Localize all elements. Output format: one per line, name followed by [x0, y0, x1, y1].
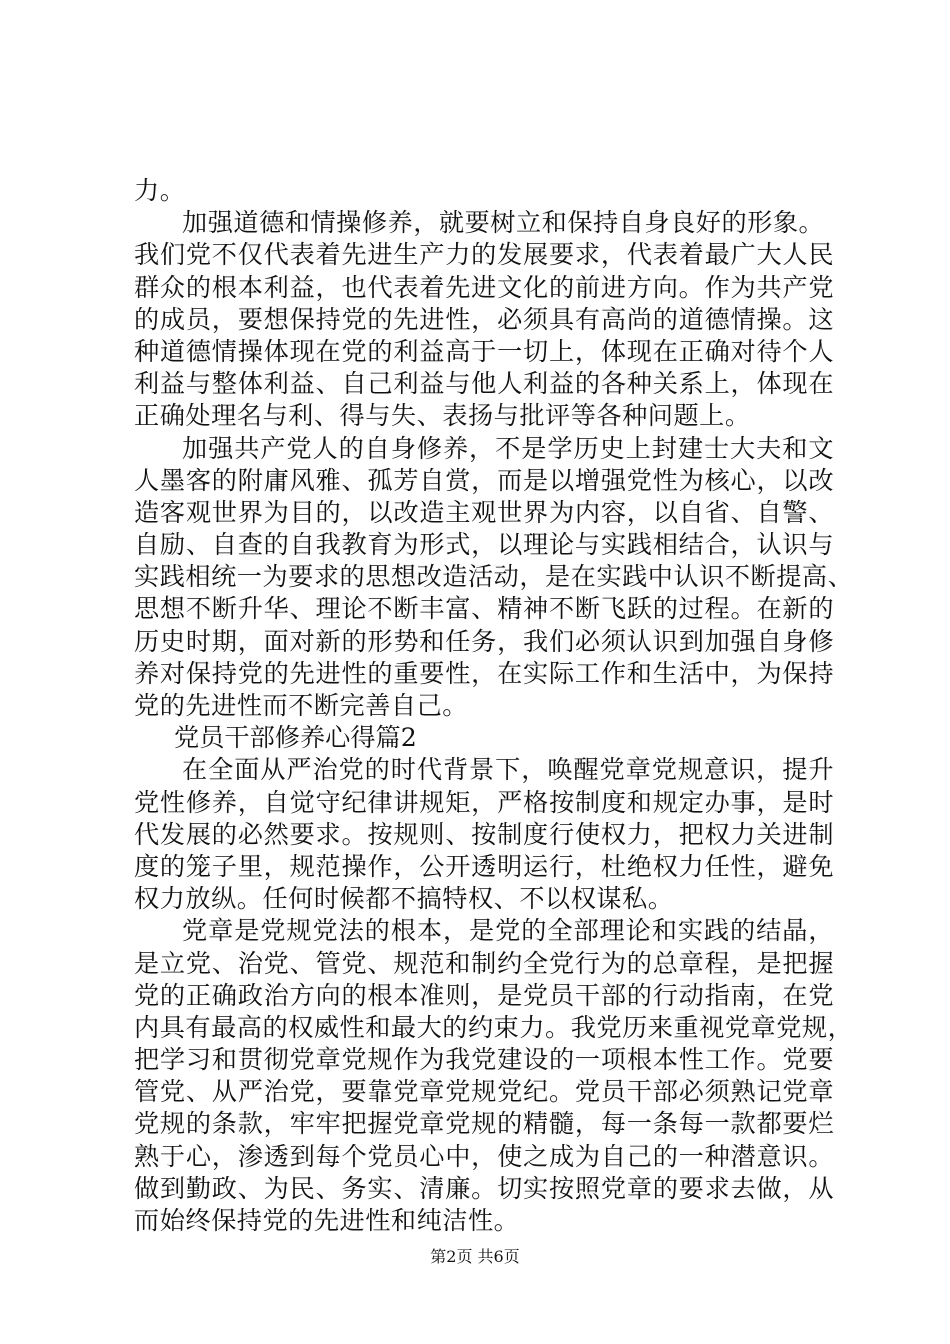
- section-heading: 党员干部修养心得篇2: [174, 723, 417, 753]
- text-line: 党章是党规党法的根本，是党的全部理论和实践的结晶，: [182, 916, 834, 946]
- text-line: 实践相统一为要求的思想改造活动，是在实践中认识不断提高、: [134, 562, 854, 592]
- text-line: 党性修养，自觉守纪律讲规矩，严格按制度和规定办事，是时: [134, 787, 834, 817]
- text-line: 权力放纵。任何时候都不搞特权、不以权谋私。: [134, 884, 674, 914]
- text-line: 内具有最高的权威性和最大的约束力。我党历来重视党章党规，: [134, 1012, 854, 1042]
- paragraph-0: [134, 175, 834, 207]
- text-line: 的成员，要想保持党的先进性，必须具有高尚的道德情操。这: [134, 304, 834, 334]
- text-line: 党的正确政治方向的根本准则，是党员干部的行动指南，在党: [134, 980, 834, 1010]
- text-line: 力。: [134, 176, 186, 205]
- paragraph-2: [134, 433, 854, 723]
- document-body: [134, 175, 854, 1237]
- text-line: 利益与整体利益、自己利益与他人利益的各种关系上，体现在: [134, 369, 834, 399]
- text-line: 加强道德和情操修养，就要树立和保持自身良好的形象。: [182, 208, 825, 238]
- text-line: 把学习和贯彻党章党规作为我党建设的一项根本性工作。党要: [134, 1045, 834, 1075]
- text-line: 度的笼子里，规范操作，公开透明运行，杜绝权力任性，避免: [134, 851, 834, 881]
- text-line: 正确处理名与利、得与失、表扬与批评等各种问题上。: [134, 401, 751, 431]
- text-line: 在全面从严治党的时代背景下，唤醒党章党规意识，提升: [182, 755, 834, 785]
- paragraph-1: [134, 207, 834, 432]
- text-line: 思想不断升华、理论不断丰富、精神不断飞跃的过程。在新的: [134, 594, 834, 624]
- text-line: 造客观世界为目的，以改造主观世界为内容，以自省、自警、: [134, 497, 834, 527]
- text-line: 党规的条款，牢牢把握党章党规的精髓，每一条每一款都要烂: [134, 1109, 834, 1139]
- page-number: 第2页 共6页: [430, 1247, 520, 1266]
- text-line: 自励、自查的自我教育为形式，以理论与实践相结合，认识与: [134, 530, 834, 560]
- text-line: 群众的根本利益，也代表着先进文化的前进方向。作为共产党: [134, 272, 834, 302]
- text-line: 代发展的必然要求。按规则、按制度行使权力，把权力关进制: [134, 819, 834, 849]
- text-line: 人墨客的附庸风雅、孤芳自赏，而是以增强党性为核心，以改: [134, 465, 834, 495]
- text-line: 熟于心，渗透到每个党员心中，使之成为自己的一种潜意识。: [134, 1141, 834, 1171]
- paragraph-4: [134, 915, 854, 1237]
- text-line: 种道德情操体现在党的利益高于一切上，体现在正确对待个人: [134, 336, 834, 366]
- text-line: 而始终保持党的先进性和纯洁性。: [134, 1206, 520, 1235]
- text-line: 我们党不仅代表着先进生产力的发展要求，代表着最广大人民: [134, 240, 834, 270]
- text-line: 历史时期，面对新的形势和任务，我们必须认识到加强自身修: [134, 626, 834, 656]
- text-line: 党的先进性而不断完善自己。: [134, 691, 468, 720]
- paragraph-3: [134, 754, 834, 915]
- text-line: 做到勤政、为民、务实、清廉。切实按照党章的要求去做，从: [134, 1173, 834, 1203]
- text-line: 是立党、治党、管党、规范和制约全党行为的总章程，是把握: [134, 948, 834, 978]
- text-line: 管党、从严治党，要靠党章党规党纪。党员干部必须熟记党章: [134, 1077, 834, 1107]
- text-line: 养对保持党的先进性的重要性，在实际工作和生活中，为保持: [134, 658, 834, 688]
- text-line: 加强共产党人的自身修养，不是学历史上封建士大夫和文: [182, 433, 834, 463]
